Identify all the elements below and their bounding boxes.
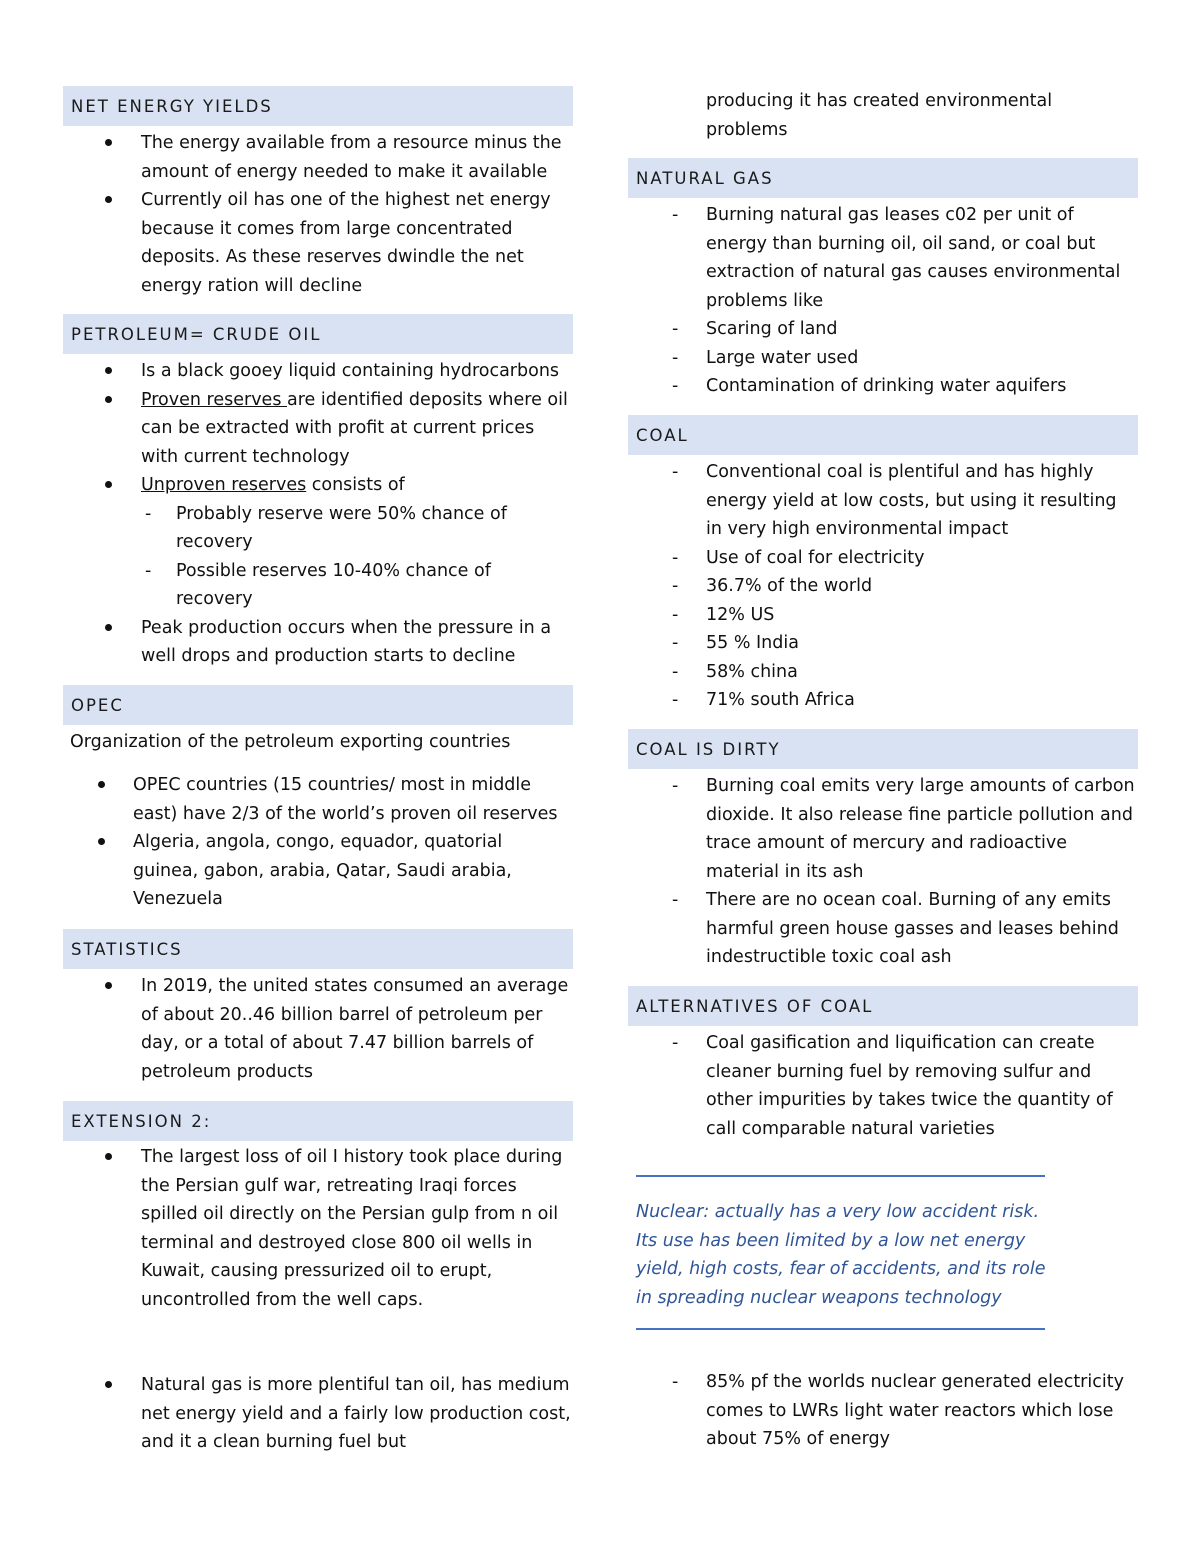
list-item: - 85% pf the worlds nuclear generated electricity comes to LWRs light water reactors which lose about 75% of energy — [628, 1368, 1138, 1454]
list-item: - There are no ocean coal. Burning of any emits harmful green house gasses and leases behind indestructible toxic coal ash — [628, 886, 1138, 972]
heading-coal: COAL — [628, 415, 1138, 455]
heading-natural-gas: NATURAL GAS — [628, 158, 1138, 198]
list-item: Natural gas is more plentiful tan oil, has medium net energy yield and a fairly low production cost, and it a clean burning fuel but — [63, 1371, 573, 1457]
heading-alternatives-of-coal: ALTERNATIVES OF COAL — [628, 986, 1138, 1026]
proven-reserves-term: Proven reserves — [141, 389, 287, 410]
list-item: - Large water used — [628, 344, 1138, 373]
list-item: - Use of coal for electricity — [628, 544, 1138, 573]
list-item: - Conventional coal is plentiful and has highly energy yield at low costs, but using it resulting in very high environmental impact — [628, 458, 1138, 544]
list-item: The energy available from a resource minus the amount of energy needed to make it available — [63, 129, 573, 186]
nuclear-list — [628, 1368, 1138, 1454]
sub-list-item: - Probably reserve were 50% chance of recovery — [141, 500, 573, 557]
heading-statistics: STATISTICS — [63, 929, 573, 969]
sub-list-item: - Possible reserves 10-40% chance of recovery — [141, 557, 573, 614]
unproven-reserves-term: Unproven reserves — [141, 475, 307, 495]
list-item: - 55 % India — [628, 629, 1138, 658]
coal-dirty-list — [628, 772, 1138, 972]
continued-text — [628, 87, 1138, 144]
heading-petroleum: PETROLEUM= CRUDE OIL — [63, 314, 573, 354]
list-item: Peak production occurs when the pressure in a well drops and production starts to decline — [63, 614, 573, 671]
heading-opec: OPEC — [63, 685, 573, 725]
opec-intro: Organization of the petroleum exporting countries — [70, 732, 511, 752]
heading-coal-is-dirty: COAL IS DIRTY — [628, 729, 1138, 769]
list-item: - Burning natural gas leases c02 per unit of energy than burning oil, oil sand, or coal but extraction of natural gas causes environmental problems like — [628, 201, 1138, 315]
list-item: - 12% US — [628, 601, 1138, 630]
nuclear-quote: Nuclear: actually has a very low accident risk. Its use has been limited by a low net energy yield, high costs, fear of accidents, and its role in spreading nuclear weapons technology — [636, 1202, 1046, 1308]
list-item: The largest loss of oil I history took place during the Persian gulf war, retreating Iraqi forces spilled oil directly on the Persian gulp from n oil terminal and destroyed close 800 oil wells in Kuwait, causing pressurized oil to erupt, uncontrolled from the well caps. — [63, 1143, 573, 1314]
proven-reserves-definition: are identified deposits where oil can be extracted with profit at current prices with current technology — [141, 389, 568, 467]
coal-list — [628, 458, 1138, 715]
continued-line: producing it has created environmental problems — [706, 91, 1053, 140]
list-item: Is a black gooey liquid containing hydrocarbons — [63, 357, 573, 386]
list-item: - Scaring of land — [628, 315, 1138, 344]
extension-list — [63, 1143, 573, 1314]
natural-gas-list — [628, 201, 1138, 401]
list-item: - Burning coal emits very large amounts of carbon dioxide. It also release fine particle pollution and trace amount of mercury and radioactive material in its ash — [628, 772, 1138, 886]
list-item: - 58% china — [628, 658, 1138, 687]
statistics-list — [63, 972, 573, 1086]
list-item: - 71% south Africa — [628, 686, 1138, 715]
petroleum-list — [63, 357, 573, 671]
heading-extension-2: EXTENSION 2: — [63, 1101, 573, 1141]
natural-gas-note-list — [63, 1371, 573, 1457]
unproven-reserves-definition: consists of — [306, 475, 405, 495]
list-item: - Contamination of drinking water aquifers — [628, 372, 1138, 401]
unproven-reserves-sublist — [141, 500, 573, 614]
quote-top-rule — [636, 1175, 1045, 1177]
list-item: OPEC countries (15 countries/ most in middle east) have 2/3 of the world’s proven oil reserves — [63, 771, 573, 828]
list-item: - 36.7% of the world — [628, 572, 1138, 601]
alternatives-list — [628, 1029, 1138, 1143]
quote-bottom-rule — [636, 1328, 1045, 1330]
opec-list — [63, 771, 573, 914]
list-item: In 2019, the united states consumed an average of about 20..46 billion barrel of petroleum per day, or a total of about 7.47 billion barrels of petroleum products — [63, 972, 573, 1086]
net-energy-list — [63, 129, 573, 300]
list-item: Currently oil has one of the highest net energy because it comes from large concentrated deposits. As these reserves dwindle the net energy ration will decline — [63, 186, 573, 300]
list-item: Algeria, angola, congo, equador, quatorial guinea, gabon, arabia, Qatar, Saudi arabia, Venezuela — [63, 828, 573, 914]
list-item — [63, 471, 573, 614]
list-item — [63, 386, 573, 472]
list-item: - Coal gasification and liquification can create cleaner burning fuel by removing sulfur and other impurities by takes twice the quantity of call comparable natural varieties — [628, 1029, 1138, 1143]
heading-net-energy-yields: NET ENERGY YIELDS — [63, 86, 573, 126]
